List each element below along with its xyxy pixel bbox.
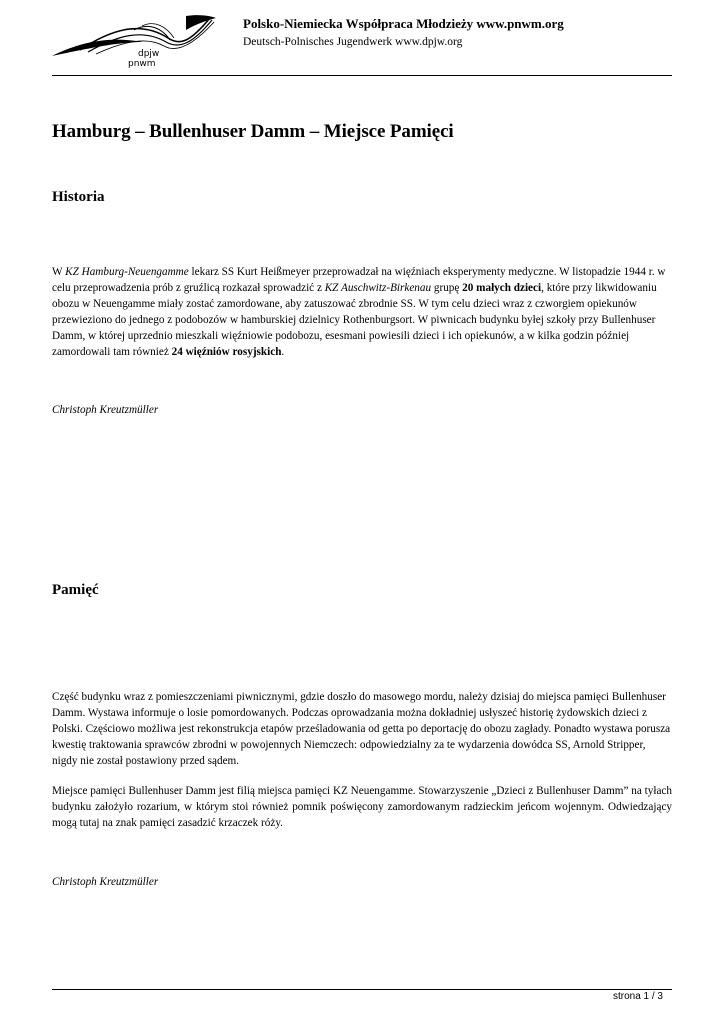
page-number: strona 1 / 3 xyxy=(612,991,663,1002)
header-line-pnwm: Polsko-Niemiecka Współpraca Młodzieży www.pnwm.org xyxy=(243,16,564,31)
bold-run: 20 małych dzieci xyxy=(462,282,542,294)
header-line-dpjw: Deutsch-Polnisches Jugendwerk www.dpjw.org xyxy=(243,36,463,48)
header-divider xyxy=(52,75,672,76)
text-run: , które przy likwidowaniu obozu w Neuengamme miały zostać zamordowane, aby zatuszować zbrodnie SS. W tym celu dzieci wraz z czworgiem opiekunów przewieziono do jednego z podobozów w hamburskiej dzielnicy Rothenburgsort. W piwnicach budynku byłej szkoły przy Bullenhuser Damm, w której uprzednio mieszkali więźniowie podobozu, esesmani powiesili dzieci i ich opiekunów, a w kilka godzin później zamordowali tam również xyxy=(52,282,657,358)
author-historia: Christoph Kreutzmüller xyxy=(52,404,159,416)
bold-run: 24 więźniów rosyjskich xyxy=(171,346,282,358)
page-title: Hamburg – Bullenhuser Damm – Miejsce Pamięci xyxy=(52,121,454,142)
pamiec-paragraph-2 xyxy=(52,783,672,831)
italic-run: KZ Auschwitz-Birkenau xyxy=(324,282,432,294)
text-run: . xyxy=(281,346,285,358)
historia-paragraph xyxy=(52,264,672,360)
logo-swoosh-icon xyxy=(50,12,218,70)
section-heading-pamiec: Pamięć xyxy=(52,582,99,598)
footer-divider xyxy=(52,989,672,990)
logo-text-pnwm: pnwm xyxy=(128,59,156,69)
text-run: lekarz SS Kurt Heißmeyer przeprowadzał na więźniach eksperymenty medyczne. W listopadzie 1944 r. w celu przeprowadzenia prób z gruźlicą rozkazał sprowadzić z xyxy=(52,266,666,294)
italic-run: KZ Hamburg-Neuengamme xyxy=(65,266,189,278)
pamiec-paragraph-1 xyxy=(52,689,672,769)
text-run: W xyxy=(52,266,66,278)
section-heading-historia: Historia xyxy=(52,189,105,205)
paragraph-text: Część budynku wraz z pomieszczeniami piwnicznymi, gdzie doszło do masowego mordu, należy dzisiaj do miejsca pamięci Bullenhuser Damm. Wystawa informuje o losie pomordowanych. Podczas oprowadzania można dokładniej usłyszeć historię żydowskich dzieci z Polski. Częściowo możliwa jest rekonstrukcja etapów prześladowania od getta po deportację do obozu zagłady. Ponadto wystawa porusza kwestię traktowania sprawców zbrodni w powojennych Niemczech: odpowiedzialny za te wydarzenia dowódca SS, Arnold Stripper, nigdy nie został postawiony przed sądem. xyxy=(52,691,671,767)
author-pamiec: Christoph Kreutzmüller xyxy=(52,876,159,888)
text-run: grupę xyxy=(431,282,463,294)
dpjw-pnwm-logo xyxy=(50,12,218,70)
paragraph-text: Miejsce pamięci Bullenhuser Damm jest filią miejsca pamięci KZ Neuengamme. Stowarzyszenie „Dzieci z Bullenhuser Damm” na tyłach budynku założyło rozarium, w którym stoi również pomnik poświęcony zamordowanym radzieckim jeńcom wojennym. Odwiedzający mogą tutaj na znak pamięci zasadzić krzaczek róży. xyxy=(52,785,672,829)
logo-text-dpjw: dpjw xyxy=(138,49,160,59)
header xyxy=(243,14,564,50)
